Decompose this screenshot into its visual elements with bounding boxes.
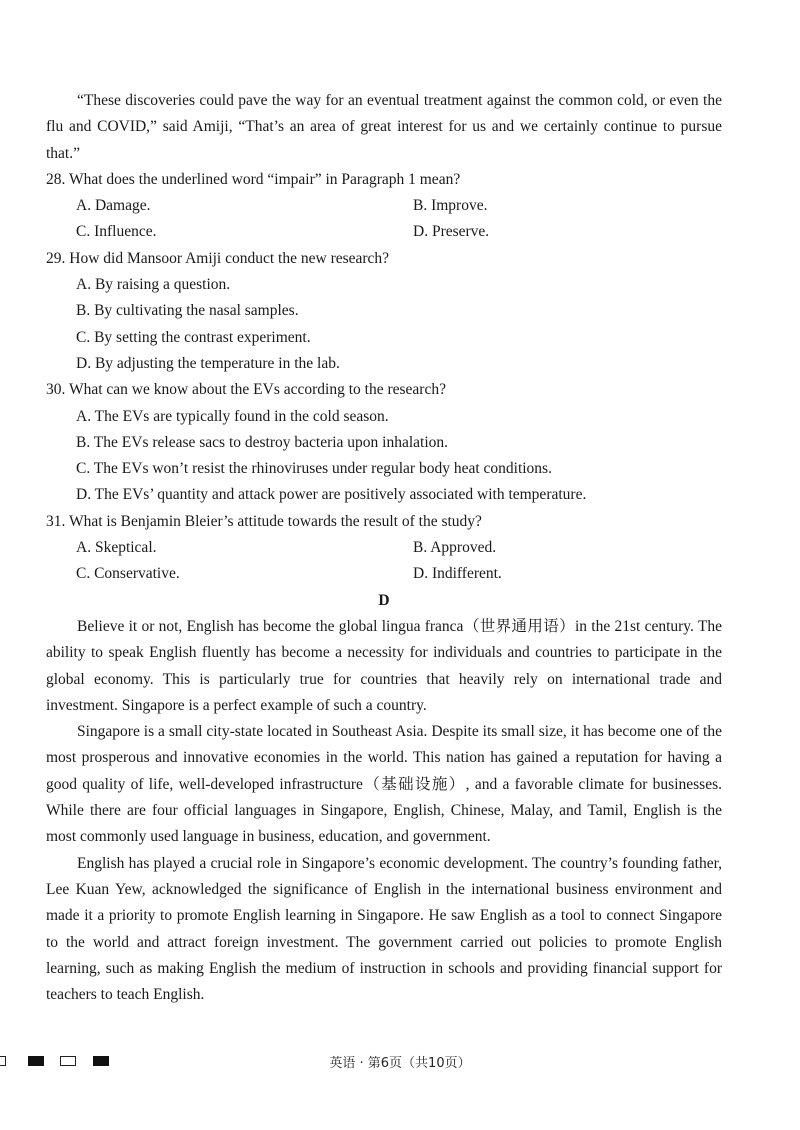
options-list [46, 404, 722, 509]
passage-paragraph: English has played a crucial role in Singapore’s economic development. The country’s founding father, Lee Kuan Yew, acknowledged the significance of English in the international business environment and made it a priority to promote English learning in Singapore. He saw English as a tool to connect Singapore to the world and attract foreign investment. The government carried out policies to promote English learning, such as making English the medium of instruction in schools and providing financial support for teachers to teach English. [46, 854, 722, 1004]
section-heading: D [378, 591, 390, 609]
option-c: C. By setting the contrast experiment. [76, 328, 311, 346]
exam-page [46, 88, 722, 1008]
option-a: A. Skeptical. [76, 539, 157, 557]
option-c: C. Influence. [76, 223, 157, 241]
option-a: A. By raising a question. [76, 276, 231, 294]
question-30 [46, 377, 722, 508]
question-28 [46, 167, 722, 246]
options-list [46, 272, 722, 377]
option-b: B. The EVs release sacs to destroy bacteria upon inhalation. [76, 433, 449, 451]
question-29 [46, 246, 722, 377]
option-c: C. Conservative. [76, 565, 180, 583]
option-a: A. Damage. [76, 197, 151, 215]
option-d: D. By adjusting the temperature in the lab. [76, 354, 340, 372]
option-d: D. Indifferent. [413, 565, 502, 583]
intro-paragraph: “These discoveries could pave the way for an eventual treatment against the common cold, or even the flu and COVID,” said Amiji, “That’s an area of great interest for us and we certainly continue to pursue that.” [46, 92, 722, 162]
passage-paragraph: Believe it or not, English has become the global lingua franca（世界通用语）in the 21st century. The ability to speak English fluently has become a necessity for individuals and countries to participate in the global economy. This is particularly true for countries that heavily rely on international trade and investment. Singapore is a perfect example of such a country. [46, 617, 722, 714]
question-31 [46, 509, 722, 588]
page-footer [0, 1050, 800, 1074]
option-d: D. The EVs’ quantity and attack power are positively associated with temperature. [76, 486, 587, 504]
option-c: C. The EVs won’t resist the rhinoviruses under regular body heat conditions. [76, 460, 552, 478]
option-b: B. By cultivating the nasal samples. [76, 302, 299, 320]
question-stem: 29. How did Mansoor Amiji conduct the new research? [46, 249, 390, 267]
question-stem: 30. What can we know about the EVs according to the research? [46, 381, 446, 399]
option-b: B. Improve. [413, 197, 488, 215]
passage-paragraph: Singapore is a small city-state located in Southeast Asia. Despite its small size, it has become one of the most prosperous and innovative economies in the world. This nation has gained a reputation for having a good quality of life, well-developed infrastructure（基础设施）, and a favorable climate for businesses. While there are four official languages in Singapore, English, Chinese, Malay, and Tamil, English is the most commonly used language in business, education, and government. [46, 723, 722, 846]
option-d: D. Preserve. [413, 223, 490, 241]
question-stem: 31. What is Benjamin Bleier’s attitude towards the result of the study? [46, 512, 482, 530]
page-number-label: 英语 · 第6页（共10页） [329, 1056, 471, 1071]
option-b: B. Approved. [413, 539, 497, 557]
option-a: A. The EVs are typically found in the cold season. [76, 407, 389, 425]
options-grid [46, 535, 722, 588]
options-grid [46, 193, 722, 246]
question-stem: 28. What does the underlined word “impair” in Paragraph 1 mean? [46, 170, 461, 188]
